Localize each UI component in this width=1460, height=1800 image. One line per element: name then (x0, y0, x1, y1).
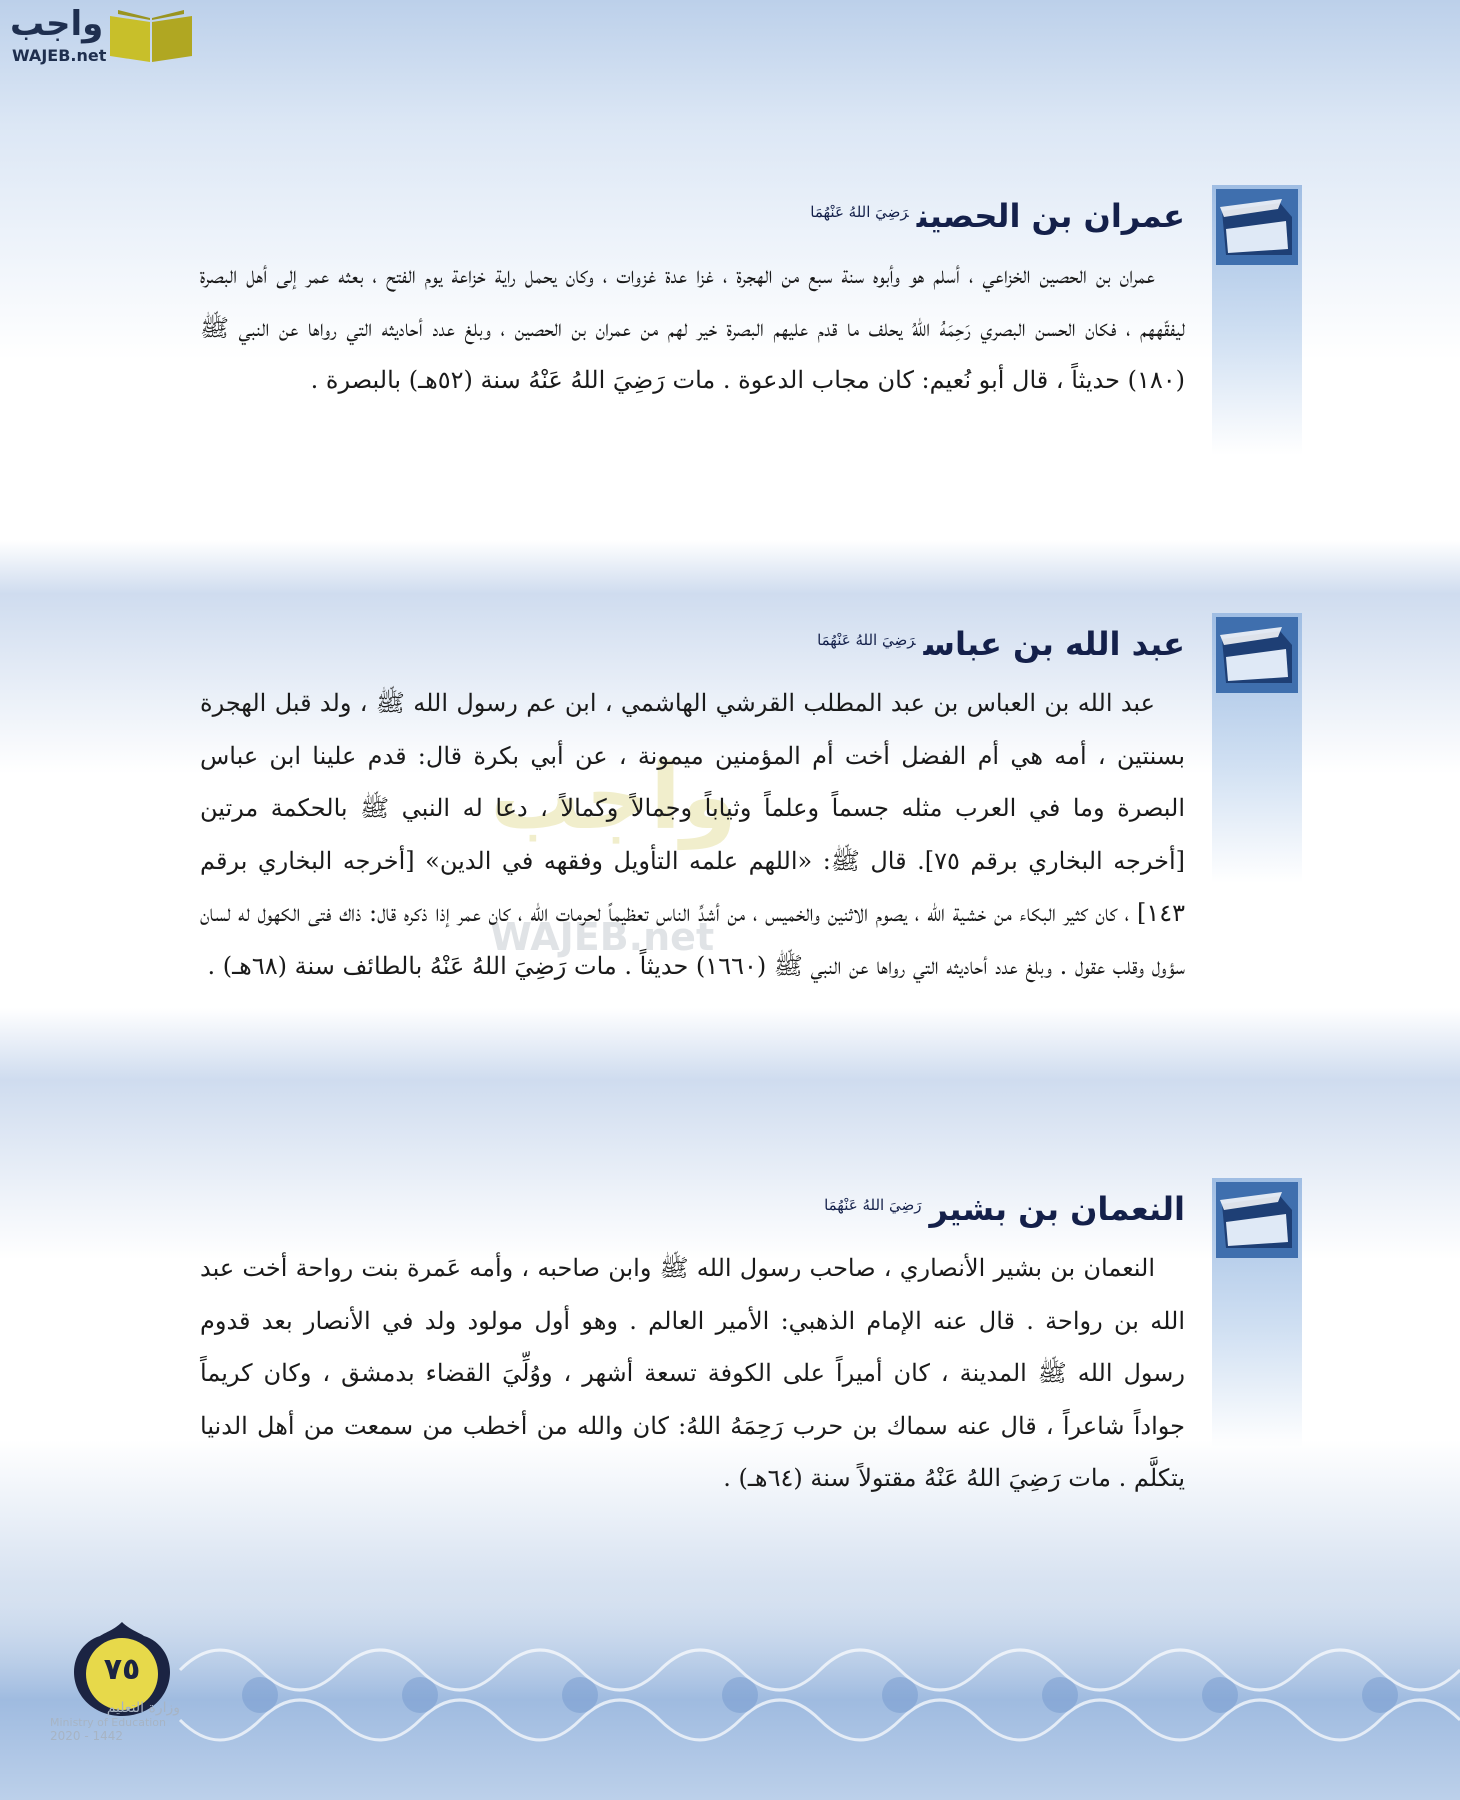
honorific: رَضِيَ اللهُ عَنْهُمَا (817, 631, 916, 649)
section-title (817, 625, 1185, 663)
logo-text-en: WAJEB.net (12, 46, 107, 65)
book-icon (106, 6, 196, 64)
ministry-logo (50, 1700, 180, 1743)
section-title-text: عبد الله بن عباس (923, 625, 1185, 663)
section-paragraph: عمران بن الحصين الخزاعي ، أسلم هو وأبوه سنة سبع من الهجرة ، غزا عدة غزوات ، وكان يحمل راية خزاعة يوم الفتح ، بعثه عمر إلى أهل البصرة ليفقّههم ، فكان الحسن البصري رَحِمَهُ اللهُ يحلف ما قدم عليهم البصرة خير لهم من عمران بن الحصين ، وبلغ عدد أحاديثه التي رواها عن النبي ﷺ (١٨٠) حديثاً ، قال أبو نُعيم: كان مجاب الدعوة . مات رَضِيَ اللهُ عَنْهُ سنة (٥٢هـ) بالبصرة . (200, 261, 1185, 394)
footer-ornament (0, 1600, 1460, 1800)
section-paragraph: عبد الله بن العباس بن عبد المطلب القرشي الهاشمي ، ابن عم رسول الله ﷺ ، ولد قبل الهجرة بسنتين ، أمه هي أم الفضل أخت أم المؤمنين ميمونة ، عن أبي بكرة قال: قدم علينا ابن عباس البصرة وما في العرب مثله جسماً وعلماً وثياباً وجمالاً وكمالاً ، دعا له النبي ﷺ بالحكمة مرتين [أخرجه البخاري برقم ٧٥]. قال ﷺ: «اللهم علمه التأويل وفقهه في الدين» [أخرجه البخاري برقم ١٤٣] ، كان كثير البكاء من خشية الله ، يصوم الاثنين والخميس ، من أشدِّ الناس تعظيماً لحرمات الله ، كان عمر إذا ذكره قال: ذاك فتى الكهول له لسان سؤول وقلب عقول . وبلغ عدد أحاديثه التي رواها عن النبي ﷺ (١٦٦٠) حديثاً . مات رَضِيَ اللهُ عَنْهُ بالطائف سنة (٦٨هـ) . (200, 689, 1186, 980)
section-banner (1212, 185, 1302, 455)
folder-icon (1216, 617, 1298, 693)
ministry-name-ar: وزارة التعليم (106, 1700, 180, 1716)
section-body (200, 1242, 1185, 1505)
section-paragraph: النعمان بن بشير الأنصاري ، صاحب رسول الله ﷺ وابن صاحبه ، وأمه عَمرة بنت رواحة أخت عبد الله بن رواحة . قال عنه الإمام الذهبي: الأمير العالم . وهو أول مولود ولد في الأنصار بعد قدوم رسول الله ﷺ المدينة ، كان أميراً على الكوفة تسعة أشهر ، ووُلِّيَ القضاء بدمشق ، وكان كريماً جواداً شاعراً ، قال عنه سماك بن حرب رَحِمَهُ اللهُ: كان والله من أخطب من سمعت من أهل الدنيا يتكلَّم . مات رَضِيَ اللهُ عَنْهُ مقتولاً سنة (٦٤هـ) . (200, 1254, 1185, 1492)
ministry-name-en: Ministry of Education (50, 1716, 167, 1729)
folder-icon (1216, 1182, 1298, 1258)
watermark-text-ar: واجب (490, 745, 737, 850)
section-banner (1212, 1178, 1302, 1448)
section-abdullah-bin-abbas (195, 613, 1295, 1053)
section-body (200, 677, 1185, 992)
section-banner (1212, 613, 1302, 883)
page-number: ٧٥ (103, 1652, 141, 1687)
logo-text-ar: واجب (10, 4, 104, 44)
watermark-text-en: WAJEB.net (490, 915, 715, 959)
folder-icon (1216, 189, 1298, 265)
section-title-text: النعمان بن بشير (929, 1190, 1185, 1228)
ministry-years: 2020 - 1442 (50, 1729, 124, 1743)
section-numan-bin-bashir (195, 1178, 1295, 1548)
section-title (824, 1190, 1185, 1228)
section-title-text: عمران بن الحصين (916, 197, 1185, 235)
section-title (810, 197, 1185, 235)
section-imran-bin-husain (195, 185, 1295, 505)
honorific: رَضِيَ اللهُ عَنْهُمَا (810, 203, 909, 221)
honorific: رَضِيَ اللهُ عَنْهُمَا (824, 1196, 922, 1214)
wajeb-logo[interactable] (10, 4, 200, 72)
section-body (200, 249, 1185, 407)
